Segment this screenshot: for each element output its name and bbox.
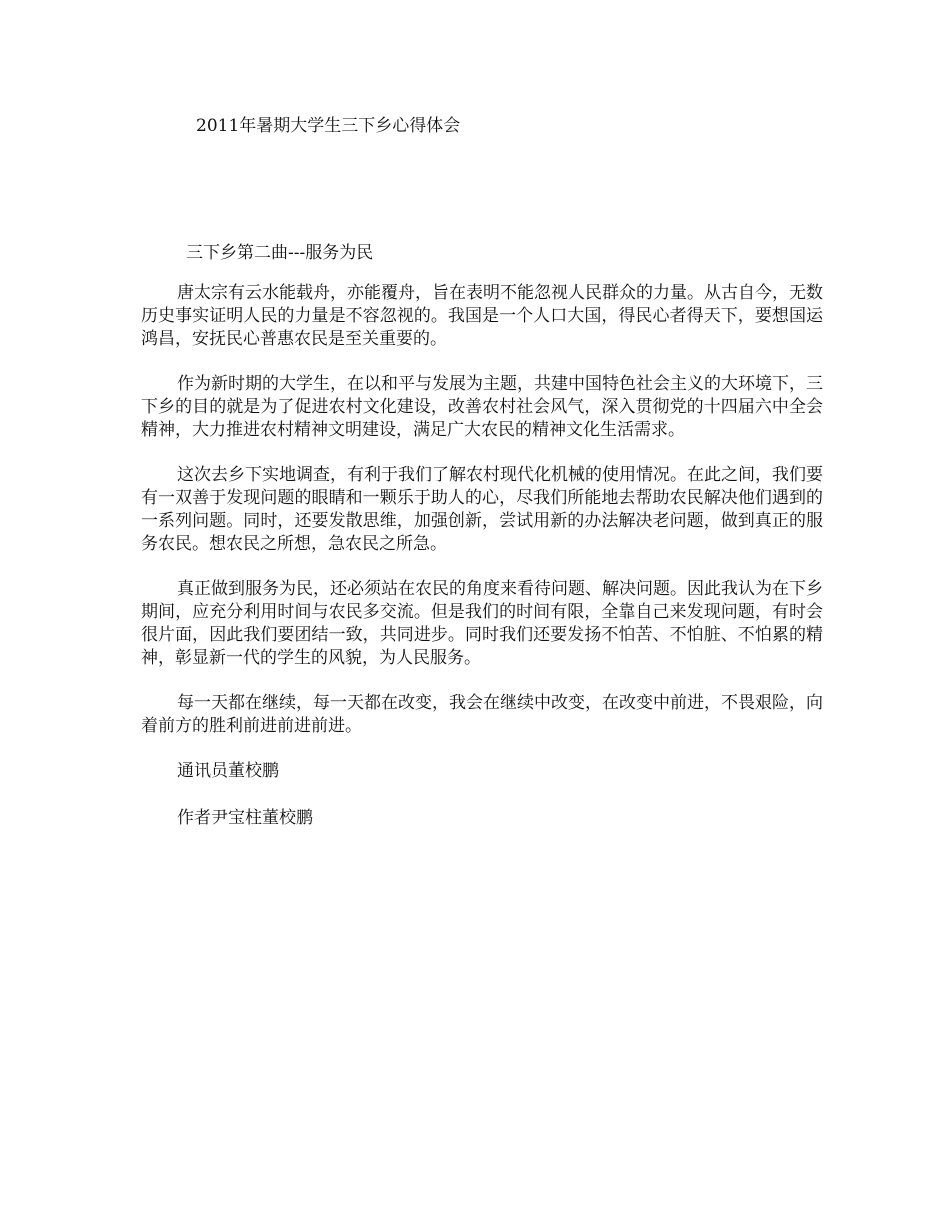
paragraph-5: 每一天都在继续，每一天都在改变，我会在继续中改变，在改变中前进，不畏艰险，向着前方的胜利前进前进前进。 (141, 693, 823, 736)
document-body (141, 282, 823, 854)
document-subtitle: 三下乡第二曲---服务为民 (186, 243, 374, 263)
document-title: 2011年暑期大学生三下乡心得体会 (196, 116, 461, 136)
author-line: 作者尹宝柱董校鹏 (177, 808, 313, 828)
paragraph-4: 真正做到服务为民，还必须站在农民的角度来看待问题、解决问题。因此我认为在下乡期间，应充分利用时间与农民多交流。但是我们的时间有限，全靠自己来发现问题，有时会很片面，因此我们要团结一致，共同进步。同时我们还要发扬不怕苦、不怕脏、不怕累的精神，彰显新一代的学生的风貌，为人民服务。 (141, 579, 823, 668)
paragraph-3: 这次去乡下实地调查，有利于我们了解农村现代化机械的使用情况。在此之间，我们要有一双善于发现问题的眼睛和一颗乐于助人的心，尽我们所能地去帮助农民解决他们遇到的一系列问题。同时，还要发散思维，加强创新，尝试用新的办法解决老问题，做到真正的服务农民。想农民之所想，急农民之所急。 (141, 465, 823, 554)
paragraph-1: 唐太宗有云水能载舟，亦能覆舟，旨在表明不能忽视人民群众的力量。从古自今，无数历史事实证明人民的力量是不容忽视的。我国是一个人口大国，得民心者得天下，要想国运鸿昌，安抚民心普惠农民是至关重要的。 (141, 283, 823, 349)
paragraph-2: 作为新时期的大学生，在以和平与发展为主题，共建中国特色社会主义的大环境下，三下乡的目的就是为了促进农村文化建设，改善农村社会风气，深入贯彻党的十四届六中全会精神，大力推进农村精神文明建设，满足广大农民的精神文化生活需求。 (141, 374, 823, 440)
correspondent-line: 通讯员董校鹏 (177, 761, 279, 781)
